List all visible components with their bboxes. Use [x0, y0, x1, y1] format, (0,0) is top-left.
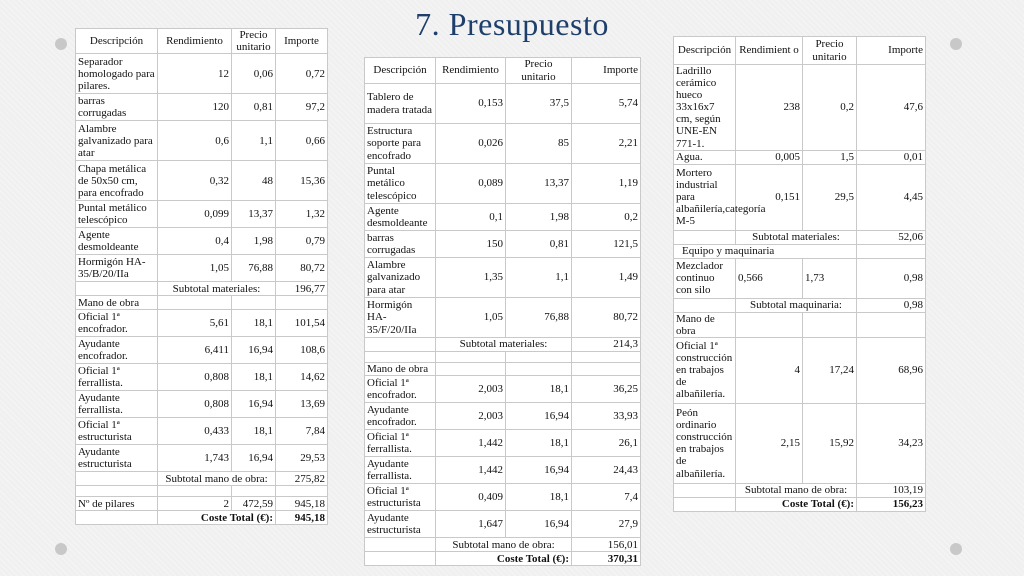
subtotal-row: Subtotal mano de obra: 103,19 — [674, 483, 926, 497]
table-row: Peón ordinario construcción en trabajos de albañilería. 2,15 15,92 34,23 — [674, 403, 926, 483]
spacer-row — [365, 352, 641, 363]
subtotal-row: Subtotal materiales: 214,3 — [365, 338, 641, 352]
section-row: Mano de obra — [674, 312, 926, 337]
table-row: Ayudante ferrallista. 1,442 16,94 24,43 — [365, 457, 641, 484]
header-precio: Precio unitario — [232, 29, 276, 54]
table-row: Mortero industrial para albañilería,categoría M-5 0,151 29,5 4,45 — [674, 164, 926, 230]
table-row: Agua. 0,005 1,5 0,01 — [674, 150, 926, 164]
table-row: Puntal metálico telescópico 0,099 13,37 1,32 — [76, 201, 328, 228]
table-row: Ladrillo cerámico hueco 33x16x7 cm, según UNE-EN 771-1. 238 0,2 47,6 — [674, 65, 926, 151]
table-row: Alambre galvanizado para atar 1,35 1,1 1,49 — [365, 258, 641, 298]
header-importe: Importe — [857, 37, 926, 65]
budget-table-losa — [364, 57, 641, 566]
table-row: Oficial 1ª ferrallista. 1,442 18,1 26,1 — [365, 430, 641, 457]
decorative-dot-bottom-left — [55, 543, 67, 555]
decorative-dot-bottom-right — [950, 543, 962, 555]
header-rendimiento: Rendimient o — [736, 37, 803, 65]
table-header-row — [365, 58, 641, 84]
total-row: Coste Total (€): 370,31 — [365, 552, 641, 566]
table-row: Ayudante encofrador. 2,003 16,94 33,93 — [365, 403, 641, 430]
total-row: Coste Total (€): 945,18 — [76, 511, 328, 525]
table-row: Chapa metálica de 50x50 cm, para encofrado 0,32 48 15,36 — [76, 161, 328, 201]
decorative-dot-top-left — [55, 38, 67, 50]
subtotal-row: Subtotal mano de obra: 275,82 — [76, 472, 328, 486]
subtotal-row: Subtotal materiales: 52,06 — [674, 230, 926, 244]
table-row: Oficial 1ª encofrador. 5,61 18,1 101,54 — [76, 310, 328, 337]
spacer-row — [76, 486, 328, 497]
table-row: Hormigón HA-35/F/20/IIa 1,05 76,88 80,72 — [365, 298, 641, 338]
table-row: Estructura soporte para encofrado 0,026 85 2,21 — [365, 124, 641, 164]
budget-table-pilares — [75, 28, 328, 525]
header-precio: Precio unitario — [803, 37, 857, 65]
section-row: Mano de obra — [76, 296, 328, 310]
table-row: Oficial 1ª ferrallista. 0,808 18,1 14,62 — [76, 364, 328, 391]
decorative-dot-top-right — [950, 38, 962, 50]
header-importe: Importe — [572, 58, 641, 84]
header-descripcion: Descripción — [365, 58, 436, 84]
subtotal-row: Subtotal maquinaria: 0,98 — [674, 298, 926, 312]
header-precio: Precio unitario — [506, 58, 572, 84]
pilares-row: Nº de pilares 2 472,59 945,18 — [76, 497, 328, 511]
table-row: Puntal metálico telescópico 0,089 13,37 1,19 — [365, 164, 641, 204]
table-row: Ayudante estructurista 1,647 16,94 27,9 — [365, 511, 641, 538]
table-row: Oficial 1ª construcción en trabajos de albañilería. 4 17,24 68,96 — [674, 337, 926, 403]
header-descripcion: Descripción — [76, 29, 158, 54]
section-row: Mano de obra — [365, 363, 641, 376]
table-row: Ayudante ferrallista. 0,808 16,94 13,69 — [76, 391, 328, 418]
subtotal-row: Subtotal mano de obra: 156,01 — [365, 538, 641, 552]
table-row: Hormigón HA-35/B/20/IIa 1,05 76,88 80,72 — [76, 255, 328, 282]
table-row: Separador homologado para pilares. 12 0,06 0,72 — [76, 54, 328, 94]
table-header-row — [76, 29, 328, 54]
table-row: Mezclador continuo con silo 0,566 1,73 0,98 — [674, 258, 926, 298]
table-row: Oficial 1ª encofrador. 2,003 18,1 36,25 — [365, 376, 641, 403]
table-row: Agente desmoldeante 0,1 1,98 0,2 — [365, 204, 641, 231]
budget-table-ladrillo — [673, 36, 926, 512]
table-row: barras corrugadas 150 0,81 121,5 — [365, 231, 641, 258]
total-row: Coste Total (€): 156,23 — [674, 497, 926, 511]
header-descripcion: Descripción — [674, 37, 736, 65]
subtotal-row: Subtotal materiales: 196,77 — [76, 282, 328, 296]
table-row: Tablero de madera tratada 0,153 37,5 5,74 — [365, 84, 641, 124]
table-row: Oficial 1ª estructurista 0,409 18,1 7,4 — [365, 484, 641, 511]
slide-title: 7. Presupuesto — [415, 6, 609, 42]
header-importe: Importe — [276, 29, 328, 54]
header-rendimiento: Rendimiento — [158, 29, 232, 54]
table-row: barras corrugadas 120 0,81 97,2 — [76, 94, 328, 121]
header-rendimiento: Rendimiento — [436, 58, 506, 84]
table-row: Ayudante estructurista 1,743 16,94 29,53 — [76, 445, 328, 472]
section-row: Equipo y maquinaria — [674, 244, 926, 258]
table-row: Alambre galvanizado para atar 0,6 1,1 0,66 — [76, 121, 328, 161]
table-row: Agente desmoldeante 0,4 1,98 0,79 — [76, 228, 328, 255]
table-row: Oficial 1ª estructurista 0,433 18,1 7,84 — [76, 418, 328, 445]
table-row: Ayudante encofrador. 6,411 16,94 108,6 — [76, 337, 328, 364]
table-header-row — [674, 37, 926, 65]
